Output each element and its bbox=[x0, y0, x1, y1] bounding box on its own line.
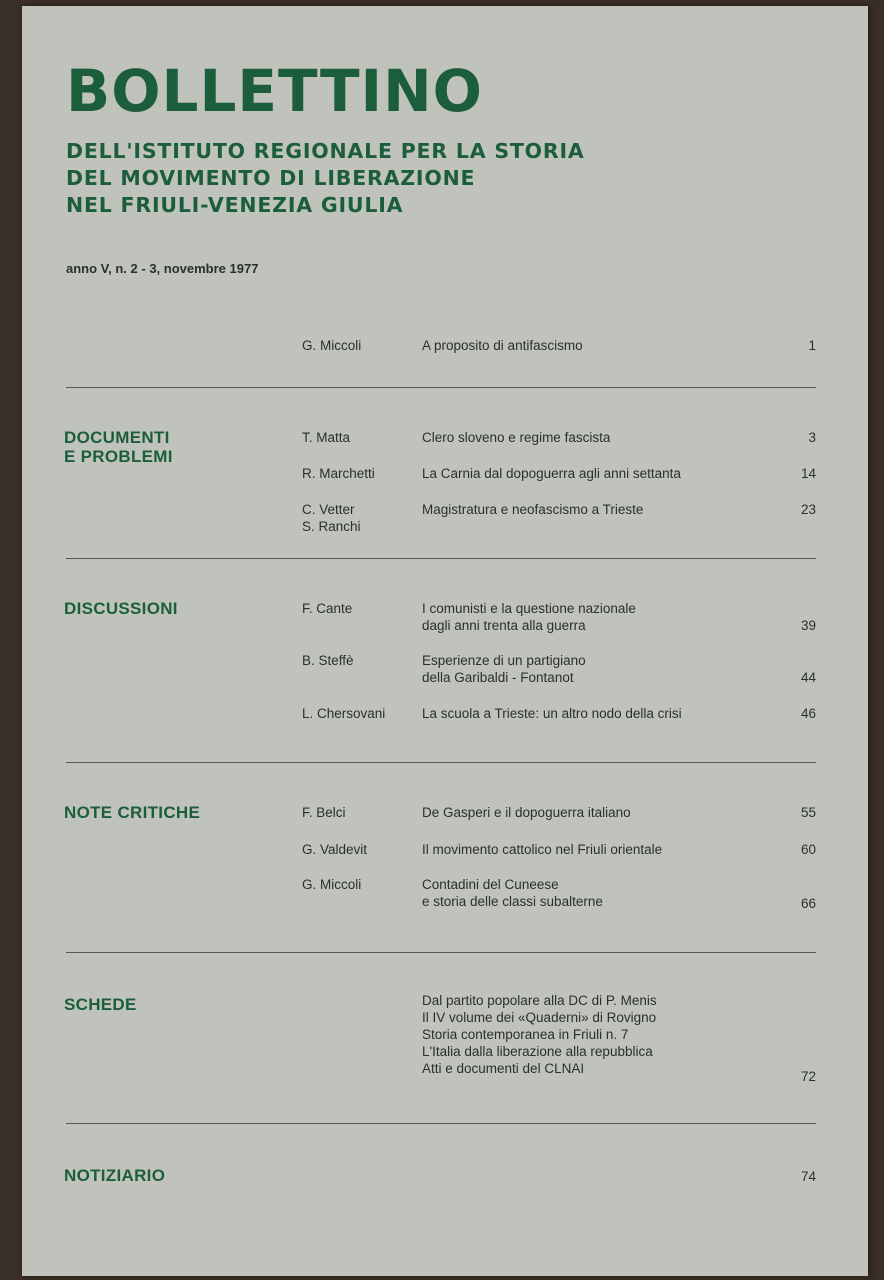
issue-info: anno V, n. 2 - 3, novembre 1977 bbox=[66, 261, 259, 276]
entry-page: 74 bbox=[800, 1169, 816, 1184]
entry-author: G. Valdevit bbox=[302, 842, 368, 857]
section-heading-line: DOCUMENTI bbox=[64, 428, 170, 447]
section-heading-documenti-e-problemi bbox=[64, 428, 173, 466]
entry-title bbox=[422, 600, 802, 634]
section-heading-schede bbox=[64, 995, 137, 1014]
magazine-title: BOLLETTINO bbox=[66, 57, 483, 125]
section-heading-notiziario bbox=[64, 1166, 165, 1185]
entry-page: 66 bbox=[800, 896, 816, 911]
entry-title: De Gasperi e il dopoguerra italiano bbox=[422, 805, 631, 820]
section-heading-line: NOTIZIARIO bbox=[64, 1166, 166, 1185]
entry-title-line: dagli anni trenta alla guerra bbox=[422, 618, 586, 633]
entry-author: G. Miccoli bbox=[302, 877, 362, 892]
entry-title: Clero sloveno e regime fascista bbox=[422, 430, 611, 445]
entry-author: F. Belci bbox=[302, 805, 346, 820]
entry-title bbox=[422, 876, 802, 910]
entry-page: 23 bbox=[800, 502, 816, 517]
entry-title-line: Storia contemporanea in Friuli n. 7 bbox=[422, 1027, 629, 1042]
entry-page: 39 bbox=[800, 618, 816, 633]
entry-page: 55 bbox=[800, 805, 816, 820]
entry-page: 1 bbox=[808, 338, 816, 353]
entry-title bbox=[422, 992, 802, 1077]
entry-title-line: L'Italia dalla liberazione alla repubblica bbox=[422, 1044, 653, 1059]
institute-name-line: DEL MOVIMENTO DI LIBERAZIONE bbox=[66, 166, 476, 190]
section-divider bbox=[66, 1123, 816, 1124]
entry-title-line: Il IV volume dei «Quaderni» di Rovigno bbox=[422, 1010, 657, 1025]
entry-page: 46 bbox=[800, 706, 816, 721]
entry-author: C. Vetter bbox=[302, 502, 355, 517]
entry-page: 3 bbox=[808, 430, 816, 445]
entry-title-line: Atti e documenti del CLNAI bbox=[422, 1061, 585, 1076]
section-heading-line: NOTE CRITICHE bbox=[64, 803, 201, 822]
entry-page: 44 bbox=[800, 670, 816, 685]
entry-author: T. Matta bbox=[302, 430, 351, 445]
institute-name-line: NEL FRIULI-VENEZIA GIULIA bbox=[66, 193, 404, 217]
entry-author: L. Chersovani bbox=[302, 706, 386, 721]
entry-title: Il movimento cattolico nel Friuli orientale bbox=[422, 842, 663, 857]
section-divider bbox=[66, 762, 816, 763]
entry-title-line: della Garibaldi - Fontanot bbox=[422, 670, 574, 685]
entry-page: 72 bbox=[800, 1069, 816, 1084]
section-heading-line: SCHEDE bbox=[64, 995, 137, 1014]
entry-title bbox=[422, 652, 802, 686]
entry-title: La Carnia dal dopoguerra agli anni settanta bbox=[422, 466, 681, 481]
institute-name-line: DELL'ISTITUTO REGIONALE PER LA STORIA bbox=[66, 139, 585, 163]
entry-title: A proposito di antifascismo bbox=[422, 338, 583, 353]
entry-author: G. Miccoli bbox=[302, 338, 362, 353]
entry-title-line: Dal partito popolare alla DC di P. Menis bbox=[422, 993, 657, 1008]
section-heading-discussioni bbox=[64, 599, 178, 618]
entry-title-line: e storia delle classi subalterne bbox=[422, 894, 603, 909]
entry-page: 14 bbox=[800, 466, 816, 481]
entry-title: La scuola a Trieste: un altro nodo della crisi bbox=[422, 706, 682, 721]
entry-title-line: Contadini del Cuneese bbox=[422, 877, 559, 892]
entry-author: S. Ranchi bbox=[302, 519, 361, 534]
entry-author: B. Steffè bbox=[302, 653, 354, 668]
section-divider bbox=[66, 952, 816, 953]
entry-title-line: Esperienze di un partigiano bbox=[422, 653, 586, 668]
entry-title-line: I comunisti e la questione nazionale bbox=[422, 601, 636, 616]
entry-page: 60 bbox=[800, 842, 816, 857]
section-divider bbox=[66, 387, 816, 388]
bulletin-cover bbox=[22, 6, 868, 1276]
entry-author: R. Marchetti bbox=[302, 466, 375, 481]
section-heading-line: DISCUSSIONI bbox=[64, 599, 178, 618]
entry-author: F. Cante bbox=[302, 601, 353, 616]
section-divider bbox=[66, 558, 816, 559]
institute-name bbox=[66, 138, 585, 219]
entry-authors bbox=[302, 501, 422, 535]
entry-title: Magistratura e neofascismo a Trieste bbox=[422, 502, 644, 517]
section-heading-line: E PROBLEMI bbox=[64, 447, 173, 466]
section-heading-note-critiche bbox=[64, 803, 200, 822]
